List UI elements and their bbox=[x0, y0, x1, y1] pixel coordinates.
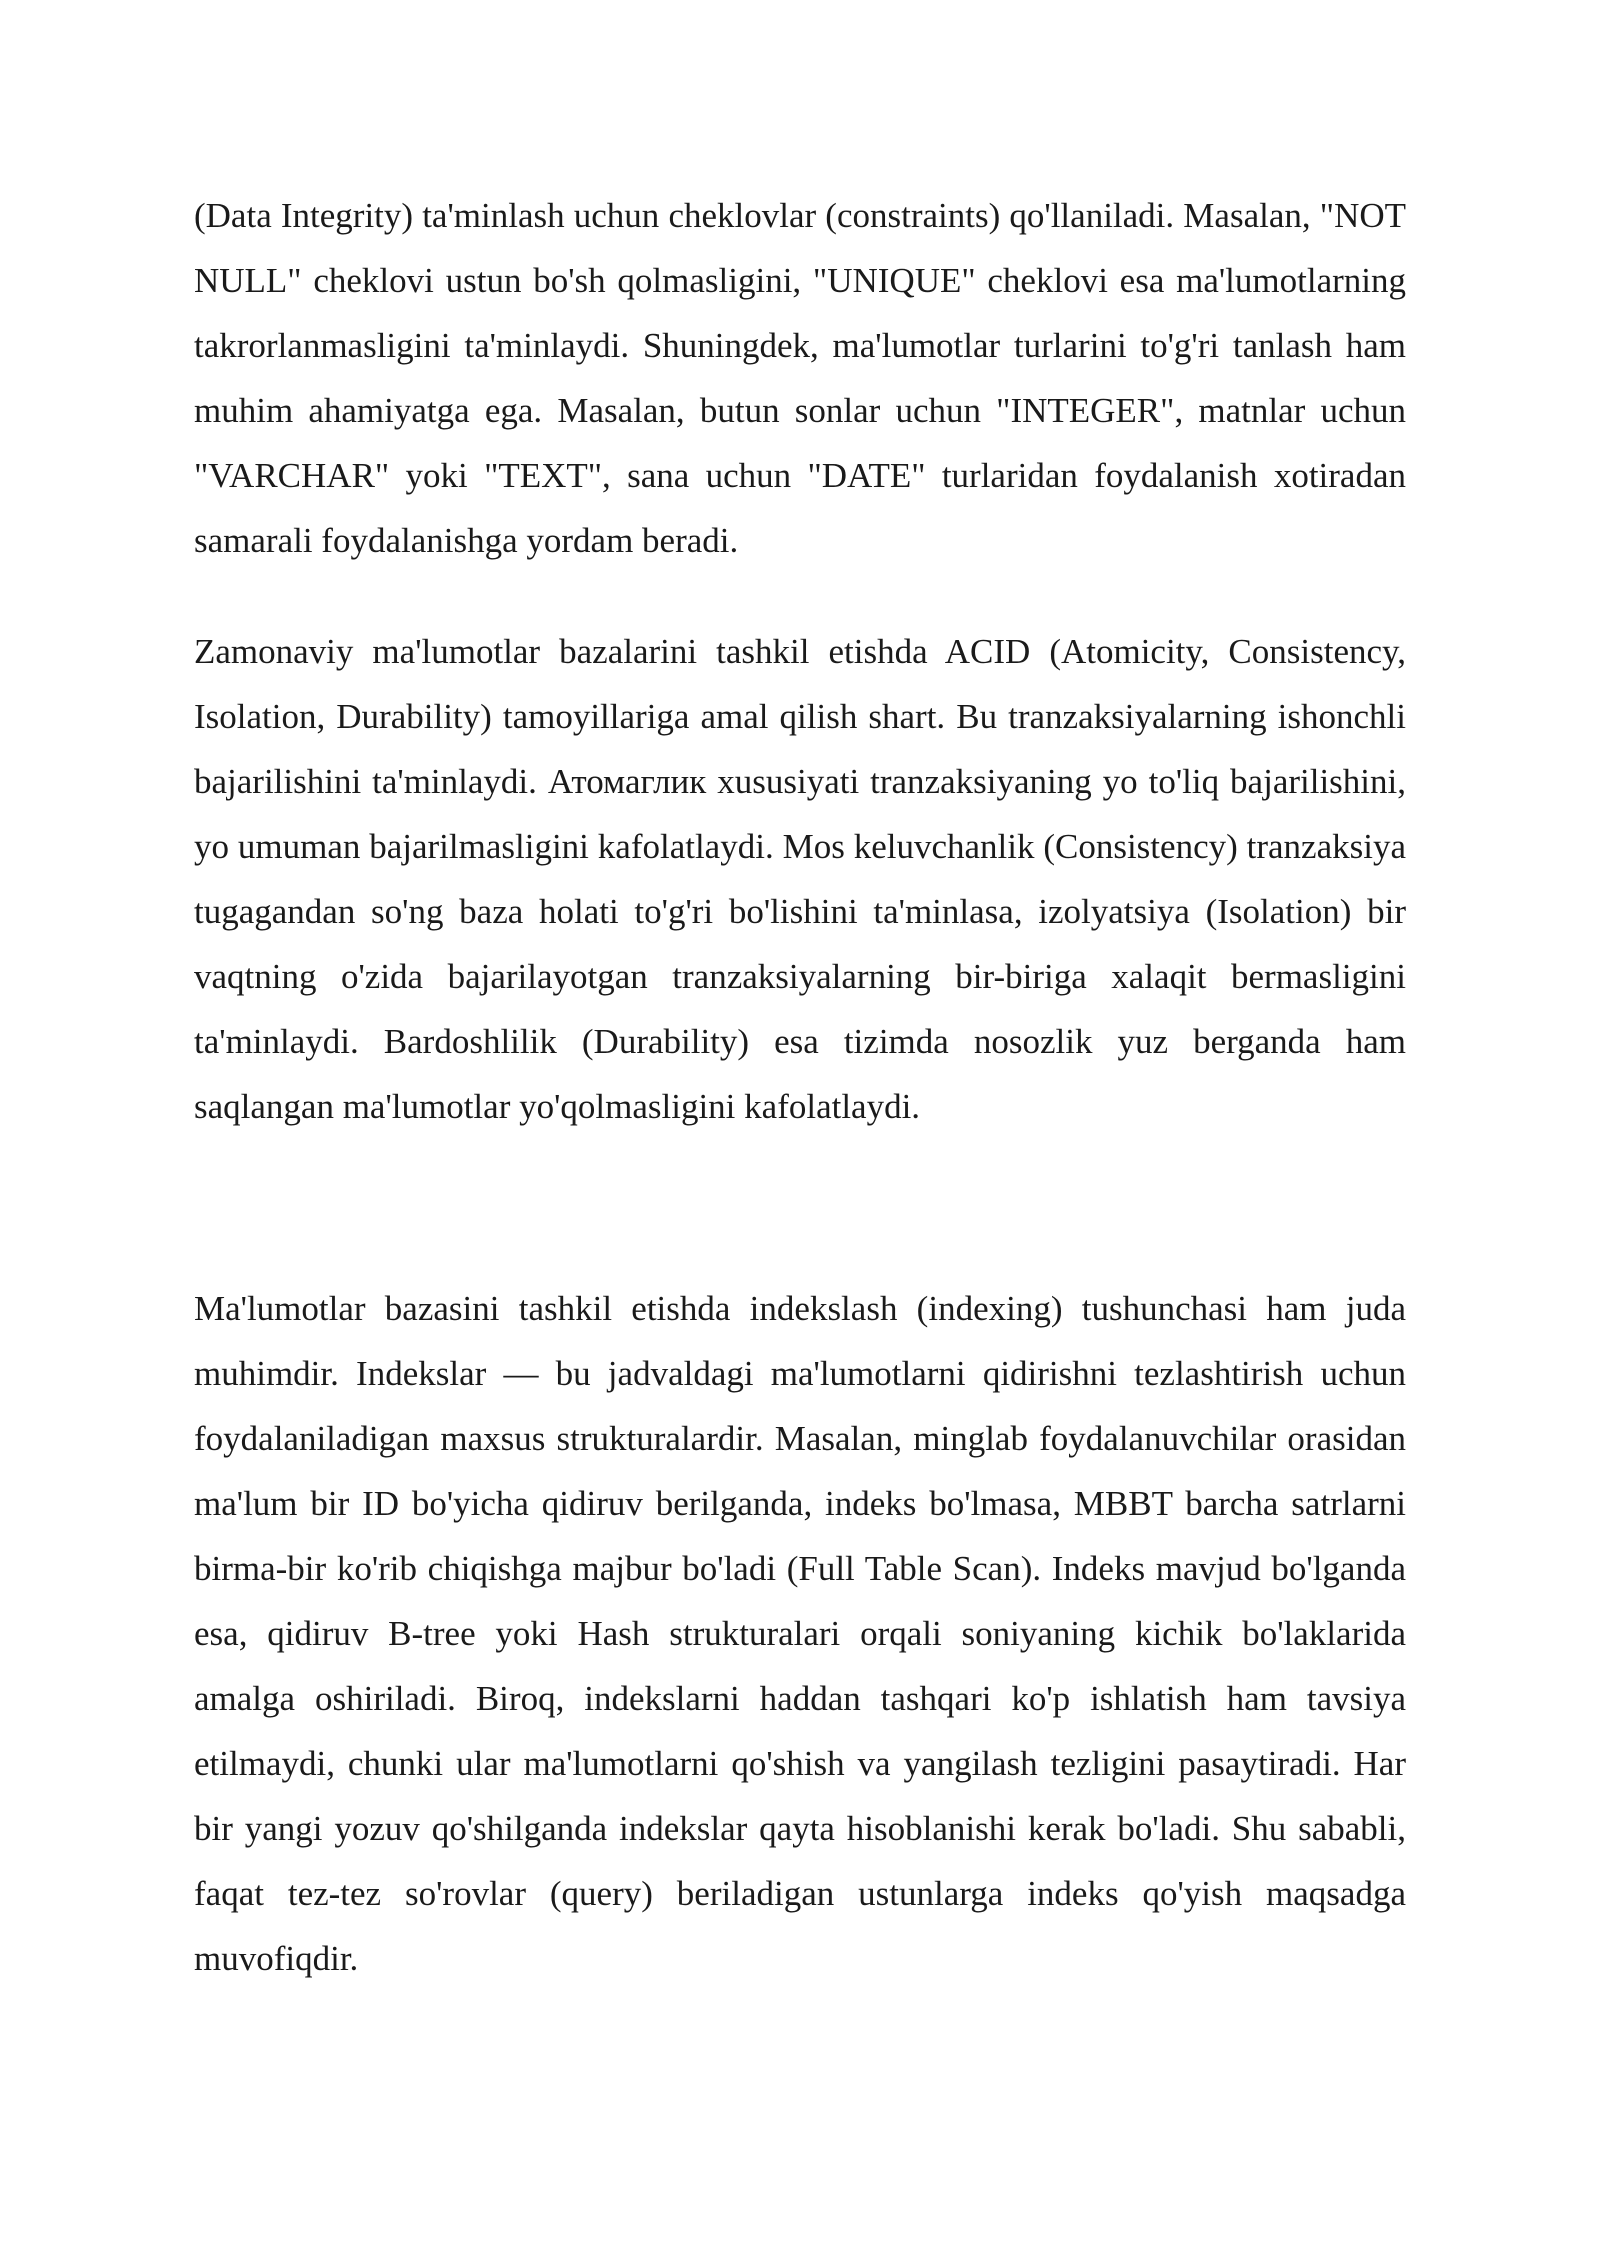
paragraph-indexing: Ma'lumotlar bazasini tashkil etishda indekslash (indexing) tushunchasi ham juda muhimdir. Indekslar — bu jadvaldagi ma'lumotlarni qidirishni tezlashtirish uchun foydalaniladigan maxsus strukturalardir. Masalan, minglab foydalanuvchilar orasidan ma'lum bir ID bo'yicha qidiruv berilganda, indeks bo'lmasa, MBBT barcha satrlarni birma-bir ko'rib chiqishga majbur bo'ladi (Full Table Scan). Indeks mavjud bo'lganda esa, qidiruv B-tree yoki Hash strukturalari orqali soniyaning kichik bo'laklarida amalga oshiriladi. Biroq, indekslarni haddan tashqari ko'p ishlatish ham tavsiya etilmaydi, chunki ular ma'lumotlarni qo'shish va yangilash tezligini pasaytiradi. Har bir yangi yozuv qo'shilganda indekslar qayta hisoblanishi kerak bo'ladi. Shu sababli, faqat tez-tez so'rovlar (query) beriladigan ustunlarga indeks qo'yish maqsadga muvofiqdir. bbox=[194, 1289, 1406, 1978]
document-body bbox=[194, 183, 1406, 1991]
paragraph-acid: Zamonaviy ma'lumotlar bazalarini tashkil etishda ACID (Atomicity, Consistency, Isolation, Durability) tamoyillariga amal qilish shart. Bu tranzaksiyalarning ishonchli bajarilishini ta'minlaydi. Атомаглик xususiyati tranzaksiyaning yo to'liq bajarilishini, yo umuman bajarilmasligini kafolatlaydi. Mos keluvchanlik (Consistency) tranzaksiya tugagandan so'ng baza holati to'g'ri bo'lishini ta'minlasa, izolyatsiya (Isolation) bir vaqtning o'zida bajarilayotgan tranzaksiyalarning bir-biriga xalaqit bermasligini ta'minlaydi. Bardoshlilik (Durability) esa tizimda nosozlik yuz berganda ham saqlangan ma'lumotlar yo'qolmasligini kafolatlaydi. bbox=[194, 632, 1406, 1126]
paragraph-data-integrity: (Data Integrity) ta'minlash uchun cheklovlar (constraints) qo'llaniladi. Masalan, "NOT NULL" cheklovi ustun bo'sh qolmasligini, "UNIQUE" cheklovi esa ma'lumotlarning takrorlanmasligini ta'minlaydi. Shuningdek, ma'lumotlar turlarini to'g'ri tanlash ham muhim ahamiyatga ega. Masalan, butun sonlar uchun "INTEGER", matnlar uchun "VARCHAR" yoki "TEXT", sana uchun "DATE" turlaridan foydalanish xotiradan samarali foydalanishga yordam beradi. bbox=[194, 196, 1406, 560]
